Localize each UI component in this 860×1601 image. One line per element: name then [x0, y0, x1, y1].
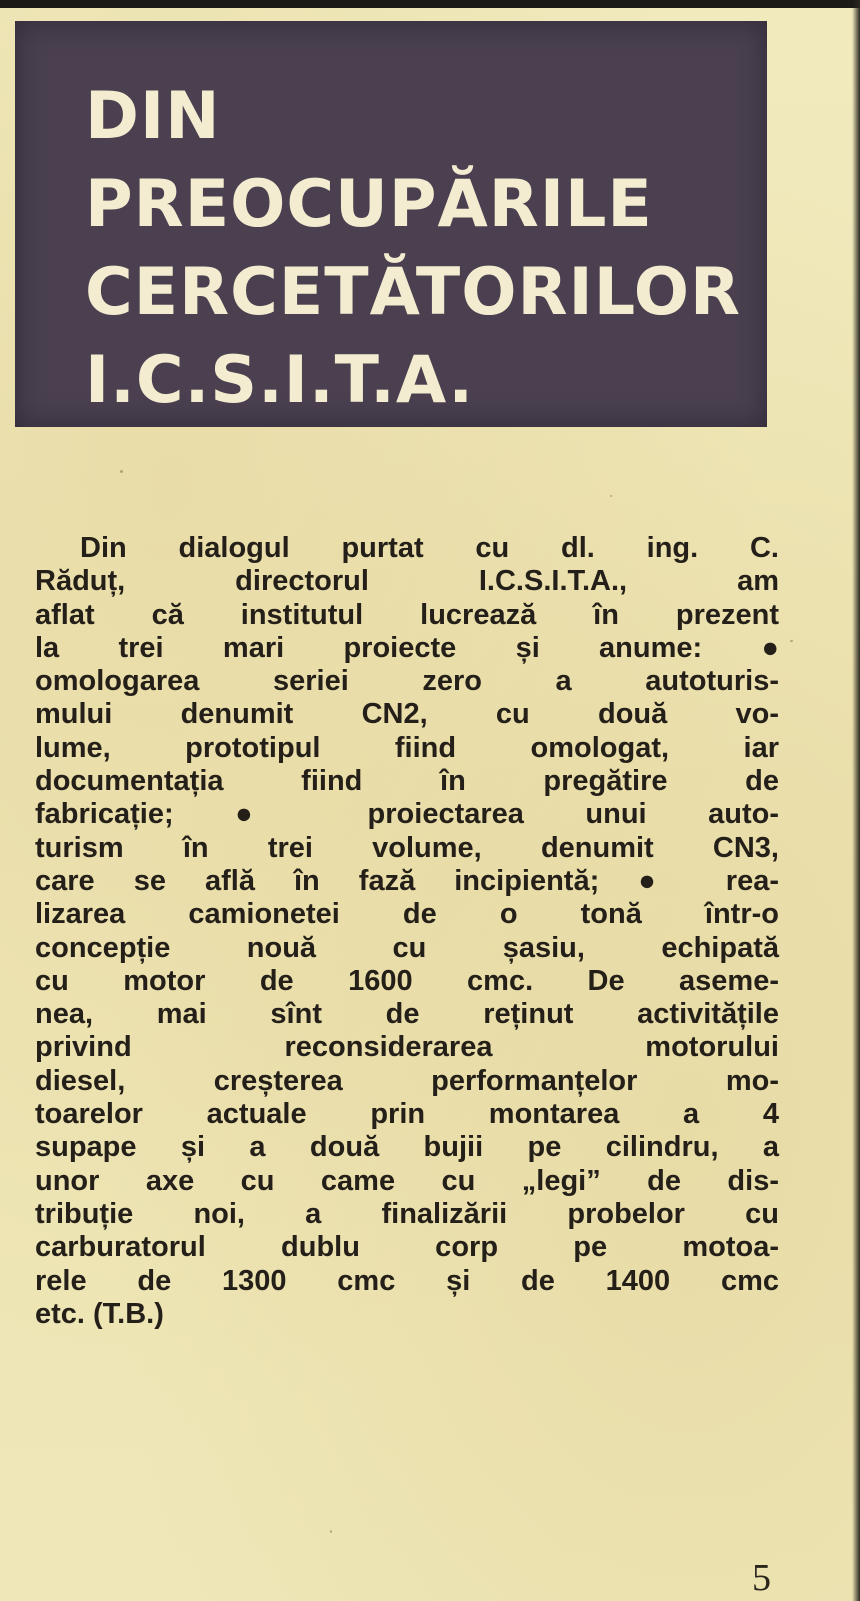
headline [85, 73, 741, 425]
article-line: carburatorul dublu corp pe motoa- [35, 1231, 779, 1264]
article-line: toarelor actuale prin montarea a 4 [35, 1098, 779, 1131]
paper-speck [330, 1530, 332, 1533]
article-line: Din dialogul purtat cu dl. ing. C. [80, 532, 779, 564]
article-line: cu motor de 1600 cmc. De aseme- [35, 964, 779, 997]
article-line: etc. (T.B.) [35, 1297, 164, 1330]
article-line: nea, mai sînt de reținut activitățile [35, 998, 779, 1031]
article-line: rele de 1300 cmc și de 1400 cmc [35, 1264, 779, 1297]
paper-speck [120, 470, 123, 473]
headline-line: I.C.S.I.T.A. [85, 343, 475, 418]
article-line: la trei mari proiecte și anume: ● [35, 631, 779, 664]
headline-line: CERCETĂTORILOR [85, 255, 742, 330]
article-line: lume, prototipul fiind omologat, iar [35, 731, 779, 764]
paper-speck [790, 640, 793, 642]
headline-line: PREOCUPĂRILE [85, 167, 653, 242]
article-line: documentația fiind în pregătire de [35, 765, 779, 798]
article-line: lizarea camionetei de o tonă într-o [35, 898, 779, 931]
article-line: tribuție noi, a finalizării probelor cu [35, 1197, 779, 1230]
headline-line: DIN [85, 79, 221, 154]
article-line: care se află în fază incipientă; ● rea- [35, 864, 779, 897]
scan-top-edge [0, 0, 860, 8]
article-line: aflat că institutul lucrează în prezent [35, 598, 779, 631]
article-line: mului denumit CN2, cu două vo- [35, 698, 779, 731]
article-line: supape și a două bujii pe cilindru, a [35, 1131, 779, 1164]
headline-banner [15, 21, 767, 427]
paper-speck [610, 495, 612, 497]
article-line: turism în trei volume, denumit CN3, [35, 831, 779, 864]
scan-right-edge [852, 0, 860, 1601]
page-number: 5 [752, 1557, 771, 1599]
article-line: privind reconsiderarea motorului [35, 1031, 779, 1064]
article-body [35, 532, 779, 1331]
article-line: fabricație; ● proiectarea unui auto- [35, 798, 779, 831]
article-line: Răduț, directorul I.C.S.I.T.A., am [35, 565, 779, 598]
article-line: diesel, creșterea performanțelor mo- [35, 1064, 779, 1097]
article-line: unor axe cu came cu „legi” de dis- [35, 1164, 779, 1197]
article-line: omologarea seriei zero a autoturis- [35, 665, 779, 698]
article-line: concepție nouă cu șasiu, echipată [35, 931, 779, 964]
